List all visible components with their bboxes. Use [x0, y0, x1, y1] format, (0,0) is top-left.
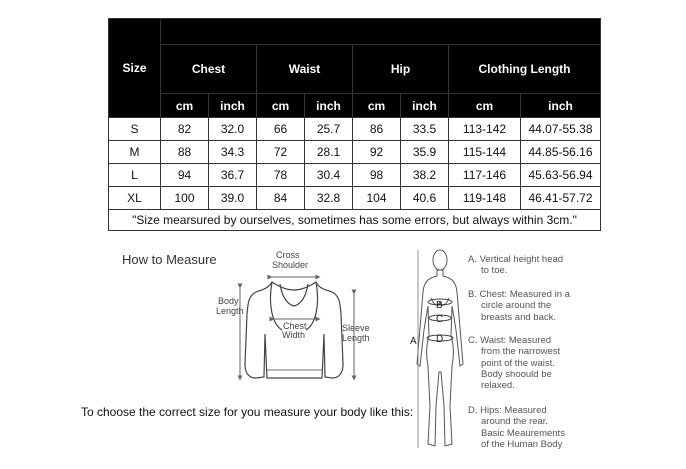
chest-width-label: Chest — [283, 321, 307, 331]
instruction-line: circle around the — [481, 300, 552, 312]
table-cell: 38.2 — [401, 164, 449, 187]
marker-b: B — [436, 300, 443, 311]
table-cell: 100 — [161, 187, 209, 210]
instruction-line: relaxed. — [481, 380, 515, 392]
instruction-line: of the Human Body — [481, 438, 563, 450]
clothing-length-header: Clothing Length — [449, 45, 601, 94]
table-cell: 30.4 — [305, 164, 353, 187]
instruction-line: Basic Meaurements — [481, 427, 565, 439]
table-cell: 32.8 — [305, 187, 353, 210]
table-top-bar — [109, 19, 601, 45]
size-cell: L — [109, 164, 161, 187]
human-body-icon — [417, 250, 463, 446]
instruction-c — [468, 335, 560, 391]
unit-header-row — [109, 94, 601, 118]
table-cell: 34.3 — [209, 141, 257, 164]
marker-c: C — [436, 314, 444, 325]
group-header-row — [109, 45, 601, 94]
table-cell: 46.41-57.72 — [521, 187, 601, 210]
table-cell: 78 — [257, 164, 305, 187]
unit-header: inch — [401, 94, 449, 118]
instruction-d — [468, 405, 565, 450]
instruction-a — [468, 254, 563, 277]
chest-width-label: Width — [282, 330, 306, 340]
instruction-line: Body shoould be — [481, 368, 552, 380]
table-row — [109, 187, 601, 210]
unit-header: cm — [257, 94, 305, 118]
waist-header: Waist — [257, 45, 353, 94]
measurement-note: "Size mearsured by ourselves, sometimes has some errors, but always within 3cm." — [109, 210, 601, 231]
table-cell: 40.6 — [401, 187, 449, 210]
cross-shoulder-label: Cross — [276, 250, 300, 260]
garment-diagram — [212, 244, 382, 390]
size-cell: XL — [109, 187, 161, 210]
table-cell: 45.63-56.94 — [521, 164, 601, 187]
table-cell: 36.7 — [209, 164, 257, 187]
size-cell: S — [109, 118, 161, 141]
size-column-header: Size — [109, 19, 161, 118]
instruction-line: point of the waist. — [481, 357, 555, 369]
instruction-b — [468, 289, 570, 323]
instruction-line: from the narrowest — [481, 346, 561, 358]
table-cell: 113-142 — [449, 118, 521, 141]
size-chart-table — [108, 18, 601, 231]
table-cell: 92 — [353, 141, 401, 164]
unit-header: cm — [161, 94, 209, 118]
body-length-label: Body — [218, 296, 239, 306]
cross-shoulder-label: Shoulder — [272, 260, 309, 270]
table-cell: 98 — [353, 164, 401, 187]
table-cell: 33.5 — [401, 118, 449, 141]
table-cell: 32.0 — [209, 118, 257, 141]
unit-header: inch — [209, 94, 257, 118]
table-cell: 72 — [257, 141, 305, 164]
table-cell: 35.9 — [401, 141, 449, 164]
table-cell: 119-148 — [449, 187, 521, 210]
table-row — [109, 118, 601, 141]
sleeve-length-label: Length — [342, 333, 370, 343]
hip-header: Hip — [353, 45, 449, 94]
how-to-measure-heading: How to Measure — [122, 252, 217, 267]
table-cell: 94 — [161, 164, 209, 187]
instruction-line: C. Waist: Measured — [468, 335, 552, 346]
unit-header: inch — [521, 94, 601, 118]
table-cell: 25.7 — [305, 118, 353, 141]
instruction-line: around the rear. — [481, 416, 549, 428]
table-cell: 86 — [353, 118, 401, 141]
instruction-line: B. Chest: Measured in a — [468, 289, 570, 300]
unit-header: inch — [305, 94, 353, 118]
table-cell: 82 — [161, 118, 209, 141]
table-cell: 115-144 — [449, 141, 521, 164]
unit-header: cm — [449, 94, 521, 118]
chest-header: Chest — [161, 45, 257, 94]
table-cell: 84 — [257, 187, 305, 210]
table-cell: 39.0 — [209, 187, 257, 210]
unit-header: cm — [353, 94, 401, 118]
table-row — [109, 164, 601, 187]
table-cell: 28.1 — [305, 141, 353, 164]
body-length-label: Length — [216, 306, 244, 316]
body-diagram — [400, 246, 470, 456]
marker-a: A — [410, 336, 417, 347]
table-cell: 104 — [353, 187, 401, 210]
note-row — [109, 210, 601, 231]
table-cell: 117-146 — [449, 164, 521, 187]
table-cell: 44.85-56.16 — [521, 141, 601, 164]
header-spacer — [161, 19, 601, 45]
instruction-line: breasts and back. — [481, 311, 556, 323]
size-cell: M — [109, 141, 161, 164]
table-cell: 88 — [161, 141, 209, 164]
table-row — [109, 141, 601, 164]
instruction-line: D. Hips: Measured — [468, 405, 547, 416]
table-cell: 44.07-55.38 — [521, 118, 601, 141]
table-cell: 66 — [257, 118, 305, 141]
instruction-line: to toe. — [481, 265, 508, 277]
instruction-line: A. Vertical height head — [468, 254, 564, 265]
choose-size-instruction: To choose the correct size for you measure your body like this: — [81, 405, 414, 419]
marker-d: D — [436, 334, 444, 345]
sleeve-length-label: Sleeve — [342, 323, 370, 333]
